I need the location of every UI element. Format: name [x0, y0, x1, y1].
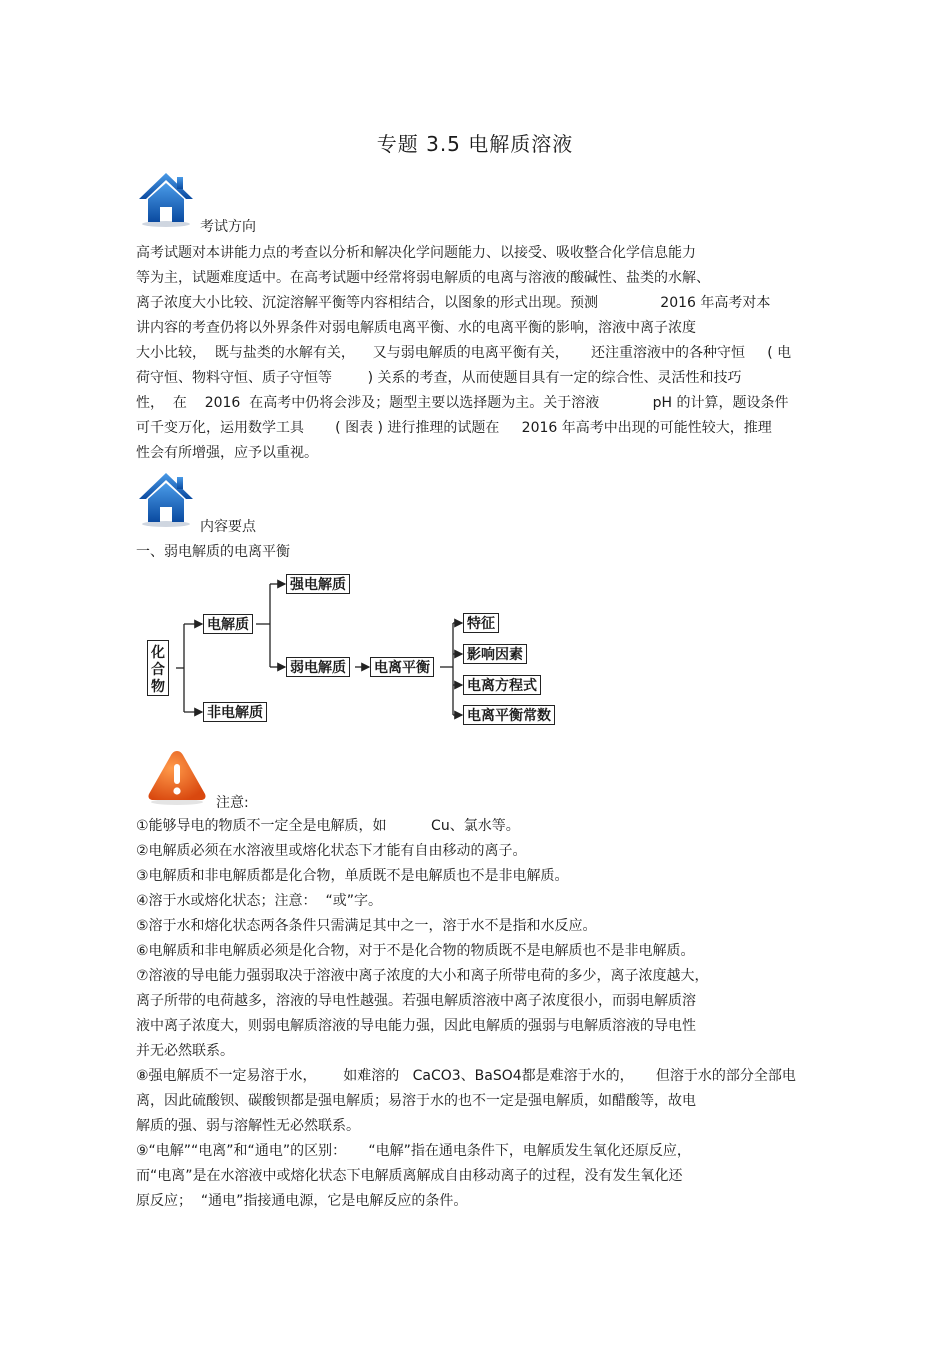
- note-line: 原反应； “通电”指接通电源，它是电解反应的条件。: [136, 1193, 468, 1209]
- exam-direction-text: [136, 241, 816, 466]
- note-line: ①能够导电的物质不一定全是电解质，如 Cu、氯水等。: [136, 818, 520, 834]
- node-weak-electrolyte: 弱电解质: [286, 657, 350, 677]
- node-ionization-equation: 电离方程式: [463, 675, 541, 695]
- text-line: 可千变万化，运用数学工具 ( 图表 ) 进行推理的试题在 2016 年高考中出现的可能性较大，推理: [136, 420, 772, 436]
- text-line: 离子浓度大小比较、沉淀溶解平衡等内容相结合，以图象的形式出现。预测 2016 年高考对本: [136, 295, 771, 311]
- section-heading: 一、弱电解质的电离平衡: [136, 544, 290, 560]
- note-heading: 注意:: [216, 795, 249, 811]
- warning-icon: [145, 748, 209, 806]
- node-non-electrolyte: 非电解质: [203, 702, 267, 722]
- note-line: ⑦溶液的导电能力强弱取决于溶液中离子浓度的大小和离子所带电荷的多少，离子浓度越大，: [136, 968, 709, 984]
- node-strong-electrolyte: 强电解质: [286, 574, 350, 594]
- text-line: 大小比较， 既与盐类的水解有关， 又与弱电解质的电离平衡有关， 还注重溶液中的各种守恒 ( 电: [136, 345, 792, 361]
- note-line: ⑨“电解”“电离”和“通电”的区别： “电解”指在通电条件下，电解质发生氧化还原反应，: [136, 1143, 691, 1159]
- text-line: 高考试题对本讲能力点的考查以分析和解决化学问题能力、以接受、吸收整合化学信息能力: [136, 245, 696, 261]
- note-line: 而“电离”是在水溶液中或熔化状态下电解质离解成自由移动离子的过程，没有发生氧化还: [136, 1168, 683, 1184]
- node-characteristics: 特征: [463, 613, 499, 633]
- note-line: 液中离子浓度大，则弱电解质溶液的导电能力强，因此电解质的强弱与电解质溶液的导电性: [136, 1018, 696, 1034]
- home-icon: [137, 170, 195, 228]
- text-line: 等为主，试题难度适中。在高考试题中经常将弱电解质的电离与溶液的酸碱性、盐类的水解、: [136, 270, 710, 286]
- node-ionization-equilibrium: 电离平衡: [370, 657, 434, 677]
- note-line: ③电解质和非电解质都是化合物，单质既不是电解质也不是非电解质。: [136, 868, 569, 884]
- content-points-heading: 内容要点: [200, 519, 256, 535]
- text-line: 荷守恒、物料守恒、质子守恒等 ) 关系的考查，从而使题目具有一定的综合性、灵活性和技巧: [136, 370, 742, 386]
- page-title: 专题 3.5 电解质溶液: [376, 132, 574, 156]
- exam-direction-heading: 考试方向: [200, 219, 256, 235]
- note-line: 离子所带的电荷越多，溶液的导电性越强。若强电解质溶液中离子浓度很小，而弱电解质溶: [136, 993, 696, 1009]
- note-line: ⑤溶于水和熔化状态两各条件只需满足其中之一，溶于水不是指和水反应。: [136, 918, 597, 934]
- note-line: ⑧强电解质不一定易溶于水， 如难溶的 CaCO3、BaSO4都是难溶于水的， 但溶于水的部分全部电: [136, 1068, 796, 1084]
- text-line: 性， 在 2016 在高考中仍将会涉及；题型主要以选择题为主。关于溶液 pH 的计算，题设条件: [136, 395, 789, 411]
- node-compound: 化合物: [147, 640, 169, 696]
- note-line: 解质的强、弱与溶解性无必然联系。: [136, 1118, 360, 1134]
- text-line: 讲内容的考查仍将以外界条件对弱电解质电离平衡、水的电离平衡的影响，溶液中离子浓度: [136, 320, 696, 336]
- node-influencing-factors: 影响因素: [463, 644, 527, 664]
- node-ionization-constant: 电离平衡常数: [463, 705, 555, 725]
- notes-list: [136, 814, 816, 1214]
- concept-diagram: [143, 570, 573, 730]
- note-line: ②电解质必须在水溶液里或熔化状态下才能有自由移动的离子。: [136, 843, 527, 859]
- note-line: ④溶于水或熔化状态；注意： “或”字。: [136, 893, 382, 909]
- node-electrolyte: 电解质: [203, 614, 253, 634]
- note-line: 并无必然联系。: [136, 1043, 234, 1059]
- note-line: ⑥电解质和非电解质必须是化合物，对于不是化合物的物质既不是电解质也不是非电解质。: [136, 943, 695, 959]
- note-line: 离，因此硫酸钡、碳酸钡都是强电解质；易溶于水的也不一定是强电解质，如醋酸等，故电: [136, 1093, 696, 1109]
- home-icon: [137, 470, 195, 528]
- text-line: 性会有所增强，应予以重视。: [136, 445, 318, 461]
